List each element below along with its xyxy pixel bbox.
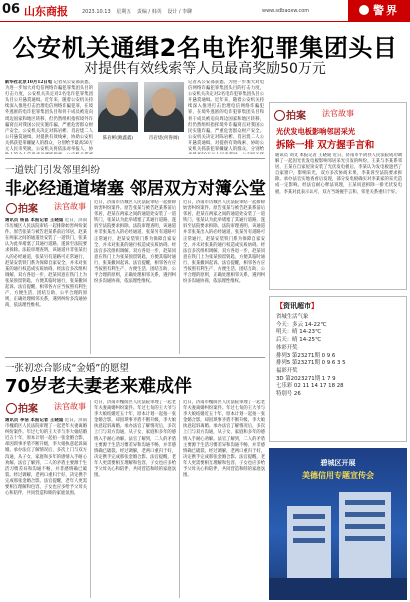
info-line: 省城生活气象 (276, 314, 309, 320)
story3-body-col3 (183, 400, 265, 598)
suspect-face-shape (152, 88, 176, 116)
window-graphic (345, 512, 385, 517)
story3-byline: 通讯员 李洁 本报记者 王晓迪 (5, 418, 64, 423)
column-logo (6, 400, 38, 415)
story3-body-col2 (94, 400, 176, 598)
column-rule (179, 200, 180, 354)
story3-body-text: 近日，济南市槐荫区人民法院审理了一起老年夫妻离婚纠纷案件。年过七旬的王大爷与李大娘结婚近五十年，原本计划一起拍一张金婚合影，却因琐事矛盾不断升级，李大娘执意起诉离婚。承办法官了解情况后，多次上门与双方沟通，从子女、家庭和多年的感情入手耐心劝解。法官了解到，二人的矛盾主要源于生活习惯差异和沟通不畅，并非感情确已破裂。经过调解，老两口重归于好，决定携手完成那张金婚合影。法官提醒，老年人更需要相互理解和包容，子女也应多给予父母关心和陪伴，共同营造和睦的家庭氛围。 (5, 418, 87, 497)
info-line: 3D 第2023271期 1 7 9 (276, 375, 336, 382)
story2-body-col3 (183, 200, 265, 354)
bracket-icon: 】 (311, 302, 318, 310)
info-title (276, 301, 400, 311)
info-title-text: 资讯超市 (283, 302, 311, 310)
seal-icon (274, 110, 285, 121)
info-line: 今天：多云 14-22℃ (276, 321, 327, 328)
lead-subheadline: 对提供有效线索等人员最高奖励50万元 (84, 61, 326, 77)
info-line: 特别号 26 (276, 391, 301, 398)
info-box (269, 296, 407, 442)
story2-headline: 非必经通道堵塞 邻居双方对簿公堂 (5, 179, 266, 199)
window-graphic (345, 500, 385, 505)
lead-headline: 公安机关通缉2名电诈犯罪集团头目 (12, 34, 398, 62)
issue-date: 2023.10.13 (82, 9, 111, 15)
window-graphic (345, 536, 385, 541)
column-logo-text: 拍案 (18, 204, 38, 215)
lead-body-col1 (5, 80, 93, 154)
side-story-title-line1: 光伏发电板影响邻居采光 (276, 127, 356, 136)
column-logo (6, 200, 38, 215)
section-divider (5, 357, 265, 358)
column-label: 法官故事 (322, 109, 354, 118)
story2-body-col1 (5, 218, 87, 354)
story3-headline: 70岁老夫妻老来难成伴 (5, 376, 193, 397)
story3-kicker: 一张初恋合影成“金婚”的愿望 (5, 363, 129, 374)
editor: 责编 / 韩英 (136, 9, 162, 15)
seal-icon (6, 203, 17, 214)
seal-icon (6, 403, 17, 414)
info-line: 排列3 第23271期 0 9 6 (276, 352, 336, 359)
info-line: 排列5 第23271期 0 9 6 3 5 (276, 360, 346, 367)
story2-body-col2 (94, 200, 176, 354)
info-line: 福彩开奖 (276, 367, 298, 374)
info-line: 明天：晴 14-23℃ (276, 329, 321, 336)
story2-kicker: 一道铁门引发邻里纠纷 (5, 165, 101, 176)
photo-caption-2: 肖岩烧(何鲁阔) (148, 136, 180, 141)
story3-body-text-cont: 近日，济南市槐荫区人民法院审理了一起老年夫妻离婚纠纷案件。年过七旬的王大爷与李大娘结婚近五十年，原本计划一起拍一张金婚合影，却因琐事矛盾不断升级，李大娘执意起诉离婚。承办法官了解情况后，多次上门与双方沟通，从子女、家庭和多年的感情入手耐心劝解。法官了解到，二人的矛盾主要源于生活习惯差异和沟通不畅，并非感情确已破裂。经过调解，老两口重归于好，决定携手完成那张金婚合影。法官提醒，老年人更需要相互理解和包容，子女也应多给予父母关心和陪伴，共同营造和睦的家庭氛围。 (94, 400, 176, 479)
info-line: 七乐彩 02 11 14 17 18 28 (276, 383, 344, 390)
issue-weekday: 星期五 (116, 9, 132, 15)
column-logo-text: 拍案 (18, 404, 38, 415)
column-header (274, 107, 404, 121)
side-story-box (269, 102, 407, 290)
story3-body-text-cont: 近日，济南市槐荫区人民法院审理了一起老年夫妻离婚纠纷案件。年过七旬的王大爷与李大娘结婚近五十年，原本计划一起拍一张金婚合影，却因琐事矛盾不断升级，李大娘执意起诉离婚。承办法官了解情况后，多次上门与双方沟通，从子女、家庭和多年的感情入手耐心劝解。法官了解到，二人的矛盾主要源于生活习惯差异和沟通不畅，并非感情确已破裂。经过调解，老两口重归于好，决定携手完成那张金婚合影。法官提醒，老年人更需要相互理解和包容，子女也应多给予父母关心和陪伴，共同营造和睦的家庭氛围。 (183, 400, 265, 479)
lead-byline: 新华社北京10月12日电 (5, 80, 53, 85)
side-story-text: 通讯员 刘文 本报记者 王晓迪 近日，济南市平阴县人民法院成功调解了一起因光伏发电板影响邻居采光引发的纠纷。王某与李某系邻居，王某在自家屋顶安装了光伏发电板后，李某认为发电板遮挡了自家窗户，影响采光，双方多次协商未果，李某诉至法院要求拆除。承办法官实地查看后发现，部分发电板确实对李某家的采光造成一定影响。经法官耐心释法说理，王某同意拆除一排光伏发电板，李某对此表示认可，双方当场握手言和，邻里关系重归于好。 (275, 153, 402, 195)
window-graphic (345, 524, 385, 529)
designer: 设计 / 李聊 (167, 9, 193, 15)
section-label: 警界 (373, 4, 399, 17)
story3-column-header (6, 400, 96, 414)
info-line: 后天：晴 14-25℃ (276, 337, 321, 344)
ground-graphic (269, 578, 407, 600)
column-rule (179, 400, 180, 598)
column-rule (90, 400, 91, 598)
suspect-face-shape (106, 88, 130, 116)
window-graphic (293, 538, 325, 543)
suspect-photo-1 (98, 82, 138, 132)
page-number: 06 (2, 2, 21, 17)
story2-body-text: 近日，济南市历城区人民法院审结一起排除妨害纠纷案件。原告张某与被告赵某系前后邻居，赵某在两家之间的通道处安装了一道铁门，张某认为此举堵塞了其通行道路，遂诉至法院要求拆除。法院审理查明，该通道并非张某出入的必经通道，张某另有道路可正常通行，赵某安装铁门系为保障自家安全，并未对张某的通行权造成实质妨碍。经法官多次组织调解，双方各退一步，赵某同意在铁门上为张某预留钥匙，方便其临时通行，张某撤回起诉。法官提醒，相邻各方应当按照有利生产、方便生活、团结互助、公平合理的原则，正确处理相邻关系，遇到纠纷多沟通协商，依法理性维权。 (5, 218, 87, 309)
window-graphic (293, 514, 325, 519)
side-story-title-line2: 拆除一排 双方握手言和 (276, 140, 375, 151)
bracket-icon: 【 (276, 302, 283, 310)
page-header (0, 0, 410, 22)
issue-meta (82, 8, 196, 15)
story2-byline: 通讯员 杨昌 本报记者 王晓迪 (5, 218, 64, 223)
police-badge-icon (359, 5, 369, 15)
story3-body-col1 (5, 418, 87, 598)
ad-banner (269, 448, 407, 600)
lead-body-text-cont: 记者从公安部获悉，为进一步加大对电信网络诈骗犯罪集团头目的打击力度，公安机关决定对2名电诈犯罪集团头目公开悬赏通缉。近年来，随着公安机关持续深入推进打击治理电信网络诈骗犯罪，在境外逃匿的电诈犯罪集团头目和骨干成员被迫向周边国家和地区转移，但仍然组织指挥境外诈骗窝点对我国公民实施诈骗，严重危害群众财产安全。公安机关决定对陈岩彬、肖岩烧二人公开悬赏通缉，对提供有效线索、协助公安机关抓获犯罪嫌疑人的群众，分别给 (188, 80, 264, 153)
side-story-body (275, 153, 402, 285)
suspect-photo-2 (144, 82, 184, 132)
website: www.sdbaoxw.com (262, 8, 310, 14)
lead-body-text: 记者从公安部获悉，为进一步加大对电信网络诈骗犯罪集团头目的打击力度，公安机关决定对2名电诈犯罪集团头目公开悬赏通缉。近年来，随着公安机关持续深入推进打击治理电信网络诈骗犯罪，在境外逃匿的电诈犯罪集团头目和骨干成员被迫向周边国家和地区转移，但仍然组织指挥境外诈骗窝点对我国公民实施诈骗，严重危害群众财产安全。公安机关决定对陈岩彬、肖岩烧二人公开悬赏通缉，对提供有效线索、协助公安机关抓获犯罪嫌疑人的群众，分别给予最高50万元人民币奖励。公安机关将依法对举报人、协 (5, 80, 93, 153)
column-label: 法官故事 (54, 402, 86, 411)
ad-title-line2: 美德信用专题宣传会 (302, 471, 374, 480)
column-label: 法官故事 (54, 202, 86, 211)
column-logo-text: 拍案 (286, 111, 306, 122)
column-rule (90, 200, 91, 354)
column-logo (274, 107, 306, 122)
story2-column-header (6, 200, 96, 214)
story2-body-text-cont: 近日，济南市历城区人民法院审结一起排除妨害纠纷案件。原告张某与被告赵某系前后邻居，赵某在两家之间的通道处安装了一道铁门，张某认为此举堵塞了其通行道路，遂诉至法院要求拆除。法院审理查明，该通道并非张某出入的必经通道，张某另有道路可正常通行，赵某安装铁门系为保障自家安全，并未对张某的通行权造成实质妨碍。经法官多次组织调解，双方各退一步，赵某同意在铁门上为张某预留钥匙，方便其临时通行，张某撤回起诉。法官提醒，相邻各方应当按照有利生产、方便生活、团结互助、公平合理的原则，正确处理相邻关系，遇到纠纷多沟通协商，依法理性维权。 (183, 200, 265, 285)
section-divider (5, 158, 265, 159)
paper-name: 山东商报 (24, 5, 68, 18)
section-tag (348, 0, 410, 21)
lead-body-col2 (188, 80, 264, 154)
window-graphic (293, 526, 325, 531)
photo-caption-1: 陈岩彬(鲍鑫鑫) (102, 136, 134, 141)
info-line: 体彩开奖 (276, 344, 298, 351)
story2-body-text-cont: 近日，济南市历城区人民法院审结一起排除妨害纠纷案件。原告张某与被告赵某系前后邻居，赵某在两家之间的通道处安装了一道铁门，张某认为此举堵塞了其通行道路，遂诉至法院要求拆除。法院审理查明，该通道并非张某出入的必经通道，张某另有道路可正常通行，赵某安装铁门系为保障自家安全，并未对张某的通行权造成实质妨碍。经法官多次组织调解，双方各退一步，赵某同意在铁门上为张某预留钥匙，方便其临时通行，张某撤回起诉。法官提醒，相邻各方应当按照有利生产、方便生活、团结互助、公平合理的原则，正确处理相邻关系，遇到纠纷多沟通协商，依法理性维权。 (94, 200, 176, 285)
ad-title-line1: 碧城区开展 (320, 459, 356, 467)
